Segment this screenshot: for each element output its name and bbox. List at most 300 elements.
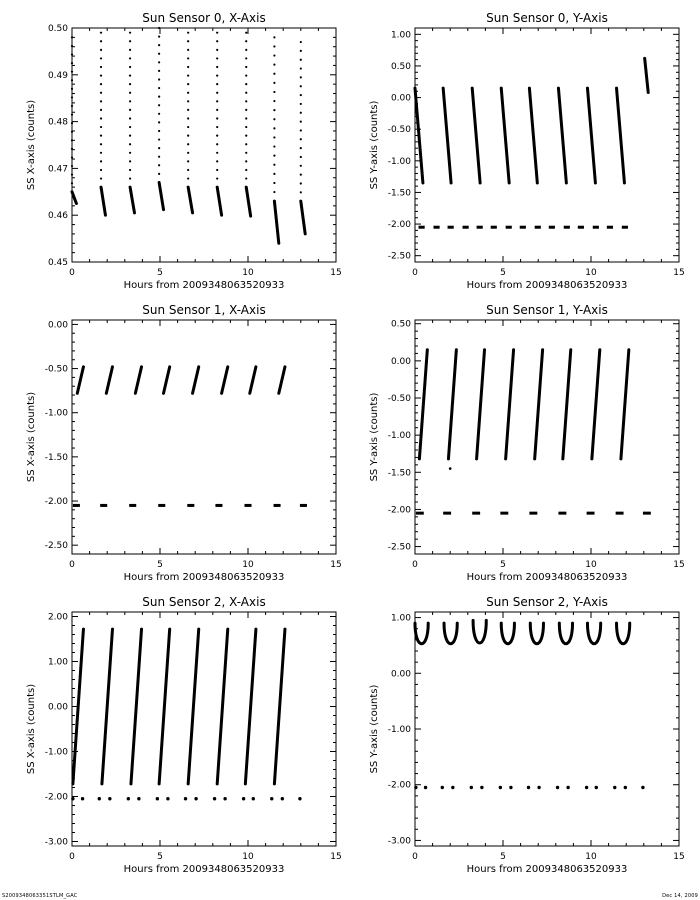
y-tick-label: -3.00 — [44, 837, 68, 848]
data-point — [137, 797, 140, 800]
data-cluster — [130, 187, 134, 213]
data-point — [187, 100, 189, 102]
y-axis-label: SS Y-axis (counts) — [369, 684, 380, 774]
data-point — [300, 165, 302, 167]
data-cluster — [217, 187, 221, 215]
chart-title: Sun Sensor 2, X-Axis — [142, 595, 266, 609]
data-point — [245, 57, 247, 59]
data-points — [416, 350, 651, 513]
x-tick-label: 5 — [500, 268, 506, 278]
data-point — [451, 786, 454, 789]
data-arc — [501, 623, 514, 644]
data-cluster — [250, 367, 256, 393]
data-point — [641, 786, 644, 789]
data-point — [242, 797, 245, 800]
data-cluster — [477, 350, 485, 459]
x-axis-label: Hours from 2009348063520933 — [123, 864, 285, 875]
data-point — [245, 92, 247, 94]
data-cluster — [159, 629, 170, 784]
data-cluster — [279, 367, 285, 393]
y-tick-label: -2.50 — [387, 542, 411, 553]
x-tick-label: 15 — [673, 852, 685, 862]
data-point — [441, 786, 444, 789]
data-point — [273, 100, 275, 102]
data-point — [156, 797, 159, 800]
chart-panel-4 — [26, 595, 342, 875]
data-point — [100, 117, 102, 119]
data-point — [273, 173, 275, 175]
data-point — [270, 797, 273, 800]
data-point — [300, 59, 302, 61]
data-point — [158, 181, 160, 183]
data-point — [624, 786, 627, 789]
data-point — [129, 186, 131, 188]
y-tick-label: 0.45 — [47, 258, 68, 268]
data-point — [216, 135, 218, 137]
data-point — [100, 83, 102, 85]
data-cluster — [222, 367, 228, 393]
y-tick-label: 0.48 — [47, 117, 68, 128]
data-arc — [444, 623, 457, 644]
data-point — [300, 156, 302, 158]
data-point — [273, 164, 275, 166]
data-point — [216, 83, 218, 85]
data-point — [300, 121, 302, 123]
chart-title: Sun Sensor 1, Y-Axis — [486, 303, 608, 317]
y-tick-label: -2.00 — [44, 792, 68, 803]
data-point — [223, 797, 226, 800]
data-point — [424, 786, 427, 789]
data-point — [71, 88, 73, 90]
x-tick-label: 0 — [412, 268, 418, 278]
x-tick-label: 0 — [412, 560, 418, 570]
data-point — [187, 32, 189, 34]
data-point — [166, 797, 169, 800]
data-cluster — [274, 201, 278, 243]
data-point — [100, 74, 102, 76]
data-point — [100, 66, 102, 68]
data-point — [187, 83, 189, 85]
data-point — [245, 66, 247, 68]
data-point — [273, 109, 275, 111]
data-point — [480, 786, 483, 789]
data-point — [216, 169, 218, 171]
data-point — [100, 177, 102, 179]
data-point — [216, 49, 218, 51]
data-point — [129, 66, 131, 68]
y-tick-label: 1.00 — [390, 30, 411, 41]
data-point — [273, 155, 275, 157]
chart-title: Sun Sensor 0, X-Axis — [142, 11, 266, 25]
footer-file-label: S2009348063351STLM_GAC — [2, 893, 78, 899]
data-point — [187, 117, 189, 119]
data-point — [158, 61, 160, 63]
data-point — [129, 100, 131, 102]
data-point — [184, 797, 187, 800]
data-point — [158, 87, 160, 89]
data-cluster — [102, 629, 113, 784]
data-point — [158, 121, 160, 123]
data-point — [509, 786, 512, 789]
y-tick-label: -1.50 — [387, 468, 411, 479]
x-tick-label: 5 — [500, 852, 506, 862]
y-tick-label: -1.50 — [44, 452, 68, 463]
data-point — [300, 138, 302, 140]
data-cluster — [448, 350, 456, 459]
chart-panel-5 — [369, 595, 685, 875]
plot-frame — [72, 320, 336, 554]
y-tick-label: -0.50 — [387, 394, 411, 404]
data-cluster — [558, 88, 566, 183]
data-point — [158, 113, 160, 115]
data-point — [273, 73, 275, 75]
data-point — [187, 49, 189, 51]
data-point — [158, 164, 160, 166]
data-point — [300, 129, 302, 131]
data-point — [187, 169, 189, 171]
x-tick-label: 15 — [330, 560, 342, 570]
data-point — [273, 200, 275, 202]
data-cluster — [72, 192, 76, 204]
data-point — [216, 66, 218, 68]
y-tick-label: 0.00 — [390, 93, 411, 104]
data-point — [129, 126, 131, 128]
plot-frame — [72, 28, 336, 262]
data-cluster — [301, 201, 305, 234]
data-arc — [473, 620, 486, 643]
x-tick-label: 10 — [585, 268, 597, 278]
y-tick-label: 0.50 — [390, 61, 411, 72]
data-point — [100, 143, 102, 145]
data-point — [273, 136, 275, 138]
data-point — [414, 786, 417, 789]
data-point — [245, 186, 247, 188]
plot-frame — [415, 612, 679, 846]
data-point — [129, 92, 131, 94]
data-point — [158, 173, 160, 175]
y-axis-label: SS X-axis (counts) — [26, 391, 37, 483]
chart-panel-0 — [26, 11, 342, 291]
data-point — [300, 182, 302, 184]
data-point — [129, 49, 131, 51]
data-point — [129, 83, 131, 85]
y-tick-label: 2.00 — [47, 612, 68, 623]
data-cluster — [274, 629, 285, 784]
data-cluster — [472, 88, 480, 183]
y-tick-label: 1.00 — [390, 613, 411, 624]
data-point — [129, 117, 131, 119]
x-tick-label: 0 — [412, 852, 418, 862]
data-point — [158, 104, 160, 106]
x-tick-label: 10 — [585, 852, 597, 862]
y-axis-label: SS X-axis (counts) — [26, 683, 37, 775]
data-point — [273, 82, 275, 84]
data-point — [158, 147, 160, 149]
data-point — [245, 49, 247, 51]
data-cluster — [131, 629, 142, 784]
data-point — [216, 92, 218, 94]
data-point — [100, 32, 102, 34]
data-cluster — [419, 350, 427, 459]
data-point — [245, 143, 247, 145]
data-point — [187, 40, 189, 42]
data-point — [245, 126, 247, 128]
data-cluster — [246, 187, 250, 216]
data-point — [216, 32, 218, 34]
data-point — [158, 53, 160, 55]
x-tick-label: 10 — [242, 268, 254, 278]
data-point — [158, 138, 160, 140]
y-tick-label: -2.50 — [387, 251, 411, 262]
data-point — [187, 143, 189, 145]
data-point — [245, 169, 247, 171]
data-point — [300, 94, 302, 96]
chart-panel-3 — [369, 303, 685, 583]
data-point — [566, 786, 569, 789]
data-point — [158, 96, 160, 98]
data-point — [187, 126, 189, 128]
data-point — [71, 139, 73, 141]
data-point — [129, 160, 131, 162]
data-point — [613, 786, 616, 789]
data-point — [71, 105, 73, 107]
data-point — [194, 797, 197, 800]
data-cluster — [563, 350, 571, 459]
data-point — [245, 40, 247, 42]
x-axis-label: Hours from 2009348063520933 — [466, 280, 628, 291]
data-point — [245, 160, 247, 162]
data-outlier — [449, 467, 452, 470]
data-cluster — [617, 88, 625, 183]
data-point — [216, 74, 218, 76]
data-point — [129, 32, 131, 34]
data-point — [298, 797, 301, 800]
data-point — [300, 112, 302, 114]
data-point — [273, 191, 275, 193]
data-point — [100, 109, 102, 111]
data-cluster — [529, 88, 537, 183]
chart-title: Sun Sensor 1, X-Axis — [142, 303, 266, 317]
data-point — [273, 64, 275, 66]
data-cluster — [188, 629, 199, 784]
data-points — [71, 629, 301, 800]
data-point — [216, 186, 218, 188]
y-tick-label: -1.50 — [387, 188, 411, 199]
data-point — [129, 169, 131, 171]
x-tick-label: 5 — [500, 560, 506, 570]
data-point — [108, 797, 111, 800]
data-point — [71, 797, 74, 800]
data-point — [129, 74, 131, 76]
data-point — [273, 45, 275, 47]
y-axis-label: SS Y-axis (counts) — [369, 392, 380, 482]
y-tick-label: -3.00 — [387, 836, 411, 847]
plot-frame — [415, 28, 679, 262]
data-point — [585, 786, 588, 789]
y-axis-label: SS Y-axis (counts) — [369, 100, 380, 190]
y-tick-label: -2.50 — [44, 541, 68, 552]
data-point — [300, 147, 302, 149]
data-point — [273, 118, 275, 120]
y-tick-label: 0.00 — [390, 669, 411, 680]
y-tick-label: 1.00 — [47, 657, 68, 668]
data-point — [71, 191, 73, 193]
data-point — [187, 74, 189, 76]
data-arc — [617, 623, 630, 644]
data-point — [129, 40, 131, 42]
y-tick-label: -1.00 — [387, 156, 411, 167]
data-point — [100, 160, 102, 162]
data-point — [595, 786, 598, 789]
y-tick-label: 0.50 — [390, 319, 411, 330]
x-tick-label: 5 — [157, 852, 163, 862]
data-point — [100, 126, 102, 128]
data-point — [129, 57, 131, 59]
data-point — [273, 145, 275, 147]
data-cluster — [535, 350, 543, 459]
data-point — [187, 135, 189, 137]
x-axis-label: Hours from 2009348063520933 — [466, 572, 628, 583]
data-point — [470, 786, 473, 789]
data-point — [300, 41, 302, 43]
data-point — [158, 44, 160, 46]
data-point — [71, 148, 73, 150]
x-tick-label: 10 — [242, 560, 254, 570]
data-point — [187, 186, 189, 188]
data-point — [100, 40, 102, 42]
data-point — [158, 27, 160, 29]
data-cluster — [443, 88, 451, 183]
data-cluster — [164, 367, 170, 393]
data-point — [71, 53, 73, 55]
chart-panel-2 — [26, 303, 342, 583]
data-point — [129, 152, 131, 154]
data-points — [71, 27, 305, 243]
y-tick-label: 0.46 — [47, 211, 68, 222]
x-tick-label: 5 — [157, 560, 163, 570]
data-point — [100, 49, 102, 51]
y-tick-label: 0.49 — [47, 70, 68, 81]
data-point — [245, 152, 247, 154]
data-point — [158, 70, 160, 72]
data-cluster — [101, 187, 105, 215]
data-point — [300, 191, 302, 193]
data-point — [129, 177, 131, 179]
data-point — [300, 174, 302, 176]
data-point — [71, 122, 73, 124]
data-point — [300, 103, 302, 105]
data-point — [100, 135, 102, 137]
y-tick-label: -1.00 — [44, 408, 68, 419]
y-tick-label: -1.00 — [387, 725, 411, 735]
data-point — [71, 71, 73, 73]
data-cluster — [592, 350, 600, 459]
data-point — [245, 32, 247, 34]
data-point — [100, 152, 102, 154]
data-cluster — [645, 58, 649, 92]
data-point — [216, 177, 218, 179]
data-point — [158, 156, 160, 158]
data-point — [129, 143, 131, 145]
data-point — [300, 50, 302, 52]
data-point — [216, 57, 218, 59]
data-cluster — [188, 187, 192, 213]
data-point — [187, 109, 189, 111]
data-point — [71, 62, 73, 64]
y-tick-label: -0.50 — [387, 125, 411, 136]
x-tick-label: 10 — [585, 560, 597, 570]
y-tick-label: 0.00 — [47, 320, 68, 331]
data-point — [129, 135, 131, 137]
data-cluster — [506, 350, 514, 459]
x-axis-label: Hours from 2009348063520933 — [123, 572, 285, 583]
data-point — [187, 152, 189, 154]
data-point — [71, 79, 73, 81]
data-points — [415, 58, 648, 227]
data-point — [71, 113, 73, 115]
data-point — [300, 67, 302, 69]
data-point — [273, 127, 275, 129]
data-point — [100, 169, 102, 171]
data-point — [216, 160, 218, 162]
data-point — [129, 109, 131, 111]
y-tick-label: -2.00 — [387, 780, 411, 791]
data-point — [273, 54, 275, 56]
data-point — [245, 177, 247, 179]
data-point — [187, 57, 189, 59]
x-tick-label: 0 — [69, 852, 75, 862]
data-arc — [530, 623, 543, 644]
data-point — [100, 186, 102, 188]
x-tick-label: 5 — [157, 268, 163, 278]
data-arc — [415, 623, 428, 644]
data-cluster — [193, 367, 199, 393]
data-cluster — [245, 629, 256, 784]
data-point — [273, 182, 275, 184]
x-tick-label: 15 — [673, 560, 685, 570]
data-point — [71, 96, 73, 98]
data-point — [98, 797, 101, 800]
x-axis-label: Hours from 2009348063520933 — [123, 280, 285, 291]
y-tick-label: 0.50 — [47, 24, 68, 34]
data-cluster — [106, 367, 112, 393]
data-points — [414, 620, 644, 789]
x-tick-label: 0 — [69, 560, 75, 570]
data-point — [71, 36, 73, 38]
y-tick-label: 0.00 — [47, 702, 68, 713]
y-tick-label: 0.00 — [390, 356, 411, 367]
data-point — [81, 797, 84, 800]
data-cluster — [135, 367, 141, 393]
data-point — [187, 66, 189, 68]
data-point — [273, 91, 275, 93]
data-point — [216, 40, 218, 42]
data-point — [537, 786, 540, 789]
data-point — [245, 135, 247, 137]
data-point — [245, 109, 247, 111]
x-tick-label: 15 — [673, 268, 685, 278]
data-point — [100, 57, 102, 59]
x-tick-label: 15 — [330, 268, 342, 278]
chart-title: Sun Sensor 0, Y-Axis — [486, 11, 608, 25]
x-tick-label: 0 — [69, 268, 75, 278]
data-cluster — [587, 88, 595, 183]
data-point — [216, 100, 218, 102]
data-point — [527, 786, 530, 789]
data-point — [300, 76, 302, 78]
y-tick-label: 0.47 — [47, 164, 68, 175]
data-point — [71, 174, 73, 176]
